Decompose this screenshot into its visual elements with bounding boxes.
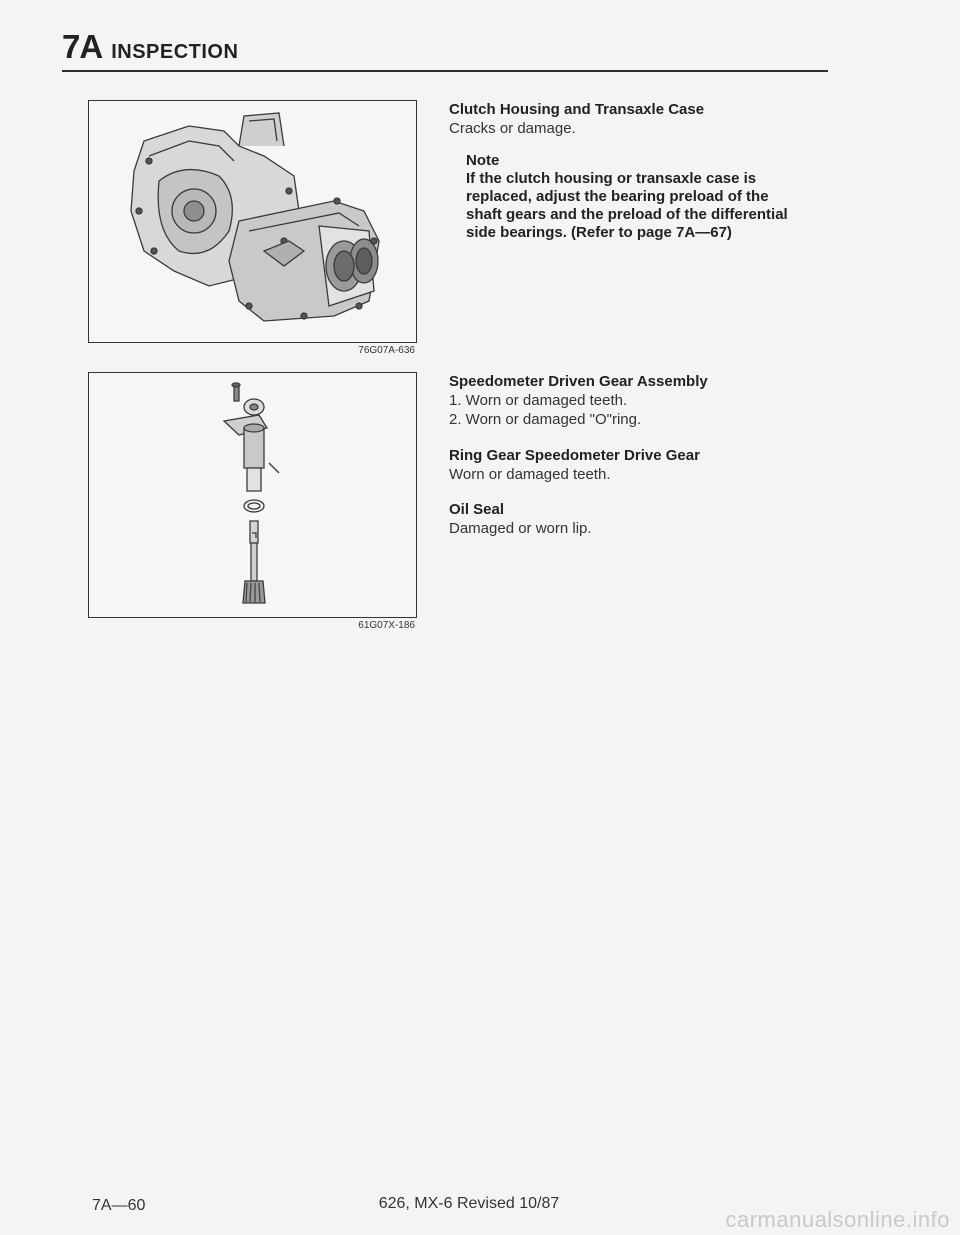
figure-caption: 61G07X-186 — [358, 620, 415, 631]
item-heading: Speedometer Driven Gear Assembly — [449, 373, 708, 390]
item-line: 2. Worn or damaged "O"ring. — [449, 411, 642, 428]
section-title: INSPECTION — [111, 41, 239, 63]
item-heading: Ring Gear Speedometer Drive Gear — [449, 447, 700, 464]
item-line: Damaged or worn lip. — [449, 520, 592, 537]
note-line: If the clutch housing or transaxle case is — [466, 170, 757, 187]
note-line: side bearings. (Refer to page 7A—67) — [466, 224, 732, 241]
speedometer-driven-gear-icon — [89, 373, 416, 617]
page-header — [62, 28, 238, 66]
item-line: Cracks or damage. — [449, 120, 576, 137]
item-clutch-housing — [449, 100, 844, 138]
item-ring-gear — [449, 446, 844, 484]
section-number: 7A — [62, 28, 103, 65]
item-heading: Clutch Housing and Transaxle Case — [449, 101, 705, 118]
header-rule — [62, 70, 828, 72]
figure-speedometer-gear — [88, 372, 417, 618]
note-block — [466, 152, 846, 242]
note-line: replaced, adjust the bearing preload of the — [466, 188, 769, 205]
note-label: Note — [466, 152, 500, 169]
item-line: 1. Worn or damaged teeth. — [449, 392, 628, 409]
page-number: 7A—60 — [92, 1197, 146, 1214]
item-speedometer-gear — [449, 372, 844, 429]
transaxle-case-icon — [89, 101, 416, 342]
item-line: Worn or damaged teeth. — [449, 466, 611, 483]
item-oil-seal — [449, 500, 844, 538]
watermark: carmanualsonline.info — [725, 1207, 950, 1232]
figure-transaxle-case — [88, 100, 417, 343]
note-line: shaft gears and the preload of the differential — [466, 206, 788, 223]
footer-model-text: 626, MX-6 Revised 10/87 — [378, 1195, 560, 1212]
item-heading: Oil Seal — [449, 501, 505, 518]
figure-caption: 76G07A-636 — [358, 345, 415, 356]
